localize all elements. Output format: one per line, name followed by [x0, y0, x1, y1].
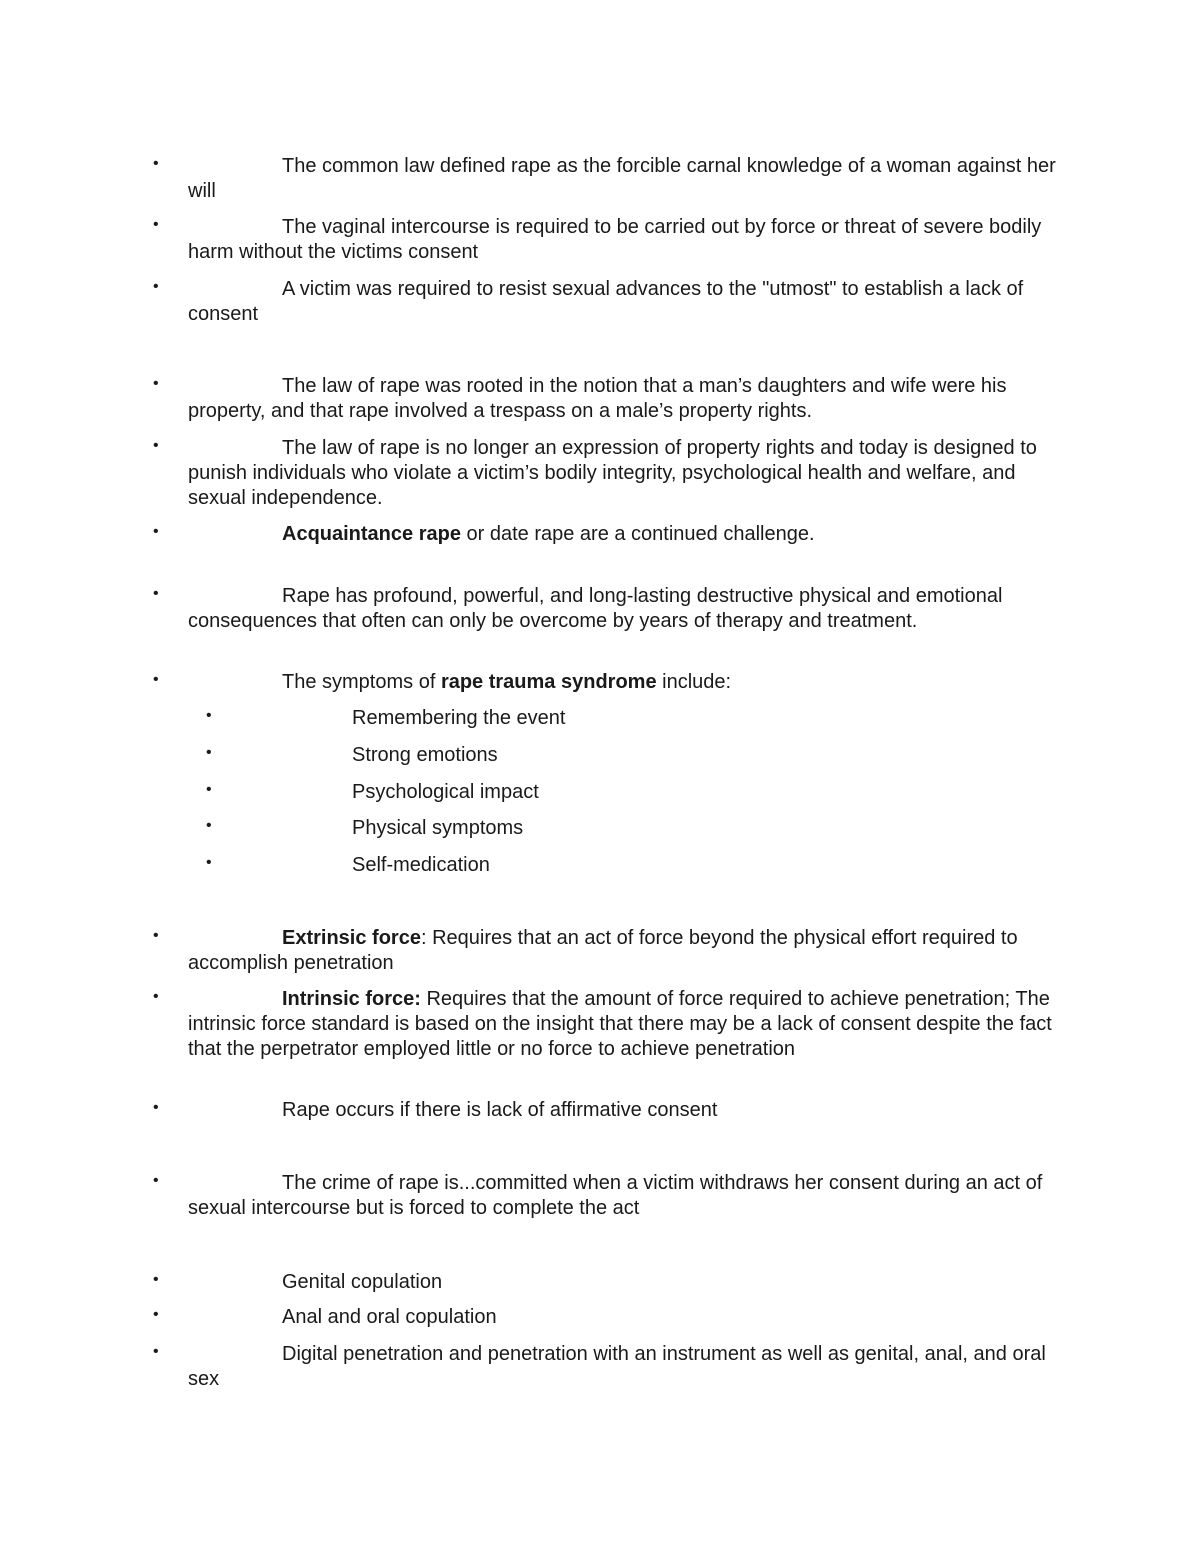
list-item-text: include: [656, 671, 732, 693]
list-item [153, 277, 1068, 327]
bullet-icon: • [153, 1271, 159, 1288]
bullet-icon: • [153, 1306, 159, 1323]
bullet-icon: • [153, 1172, 159, 1189]
bullet-icon: • [206, 817, 212, 834]
bullet-icon: • [153, 671, 159, 688]
list-item-text: The vaginal intercourse is required to be carried out by force or threat of severe bodily harm without the victims consent [188, 216, 1042, 263]
sub-list-item [206, 743, 1058, 768]
sub-list-item [206, 853, 1058, 878]
sub-list-item-text: Remembering the event [352, 707, 566, 729]
sub-list-item-text: Physical symptoms [352, 817, 524, 839]
sub-list-item [206, 816, 1058, 841]
bullet-icon: • [153, 927, 159, 944]
list-item-text: A victim was required to resist sexual advances to the "utmost" to establish a lack of consent [188, 278, 1024, 325]
bullet-icon: • [206, 707, 212, 724]
list-item [153, 1171, 1068, 1221]
bullet-icon: • [153, 523, 159, 540]
list-item-text: Digital penetration and penetration with an instrument as well as genital, anal, and oral sex [188, 1343, 1046, 1390]
bullet-icon: • [153, 278, 159, 295]
bullet-icon: • [153, 988, 159, 1005]
bullet-icon: • [206, 781, 212, 798]
bullet-icon: • [153, 585, 159, 602]
sub-list-item-text: Psychological impact [352, 781, 539, 803]
list-item-text: Rape has profound, powerful, and long-lasting destructive physical and emotional consequences that often can only be overcome by years of therapy and treatment. [188, 585, 1003, 632]
list-item [153, 215, 1068, 265]
bullet-icon: • [153, 155, 159, 172]
list-item-text-prefix: The symptoms of [282, 671, 441, 693]
list-item-text: The crime of rape is...committed when a victim withdraws her consent during an act of sexual intercourse but is forced to complete the act [188, 1172, 1043, 1219]
list-item [153, 374, 1068, 424]
list-item [153, 670, 1068, 695]
list-item [153, 1305, 1068, 1330]
list-item-text: Rape occurs if there is lack of affirmative consent [282, 1099, 718, 1121]
sub-list-item-text: Self-medication [352, 854, 490, 876]
sub-list-item [206, 706, 1058, 731]
list-item-text: or date rape are a continued challenge. [460, 523, 815, 545]
term-rape-trauma-syndrome: rape trauma syndrome [440, 671, 657, 693]
sub-list-item-text: Strong emotions [352, 744, 498, 766]
list-item-text: The law of rape is no longer an expression of property rights and today is designed to punish individuals who violate a victim’s bodily integrity, psychological health and welfare, and sexual independence. [188, 437, 1037, 509]
list-item-text: Requires that the amount of force required to achieve penetration; The intrinsic force standard is based on the insight that there may be a lack of consent despite the fact that the perpetrator employed little or no force to achieve penetration [188, 988, 1052, 1060]
bullet-icon: • [153, 1343, 159, 1360]
list-item [153, 1098, 1068, 1123]
list-item-text: Genital copulation [282, 1271, 443, 1293]
list-item [153, 522, 1068, 547]
bullet-icon: • [153, 1099, 159, 1116]
list-item-text: The law of rape was rooted in the notion that a man’s daughters and wife were his property, and that rape involved a trespass on a male’s property rights. [188, 375, 1007, 422]
bullet-icon: • [206, 854, 212, 871]
list-item [153, 1342, 1068, 1392]
term-intrinsic-force: Intrinsic force: [282, 988, 421, 1010]
term-acquaintance-rape: Acquaintance rape [282, 523, 461, 545]
list-item-text: Anal and oral copulation [282, 1306, 497, 1328]
list-item [153, 1270, 1068, 1295]
bullet-icon: • [153, 375, 159, 392]
list-item [153, 436, 1068, 511]
list-item-text: : Requires that an act of force beyond the physical effort required to accomplish penetration [188, 927, 1018, 974]
sub-list-item [206, 780, 1058, 805]
bullet-icon: • [206, 744, 212, 761]
list-item [153, 926, 1068, 976]
list-item [153, 584, 1068, 634]
term-extrinsic-force: Extrinsic force [282, 927, 421, 949]
list-item-text: The common law defined rape as the forcible carnal knowledge of a woman against her will [188, 155, 1056, 202]
list-item [153, 987, 1068, 1062]
bullet-icon: • [153, 437, 159, 454]
bullet-icon: • [153, 216, 159, 233]
list-item [153, 154, 1068, 204]
